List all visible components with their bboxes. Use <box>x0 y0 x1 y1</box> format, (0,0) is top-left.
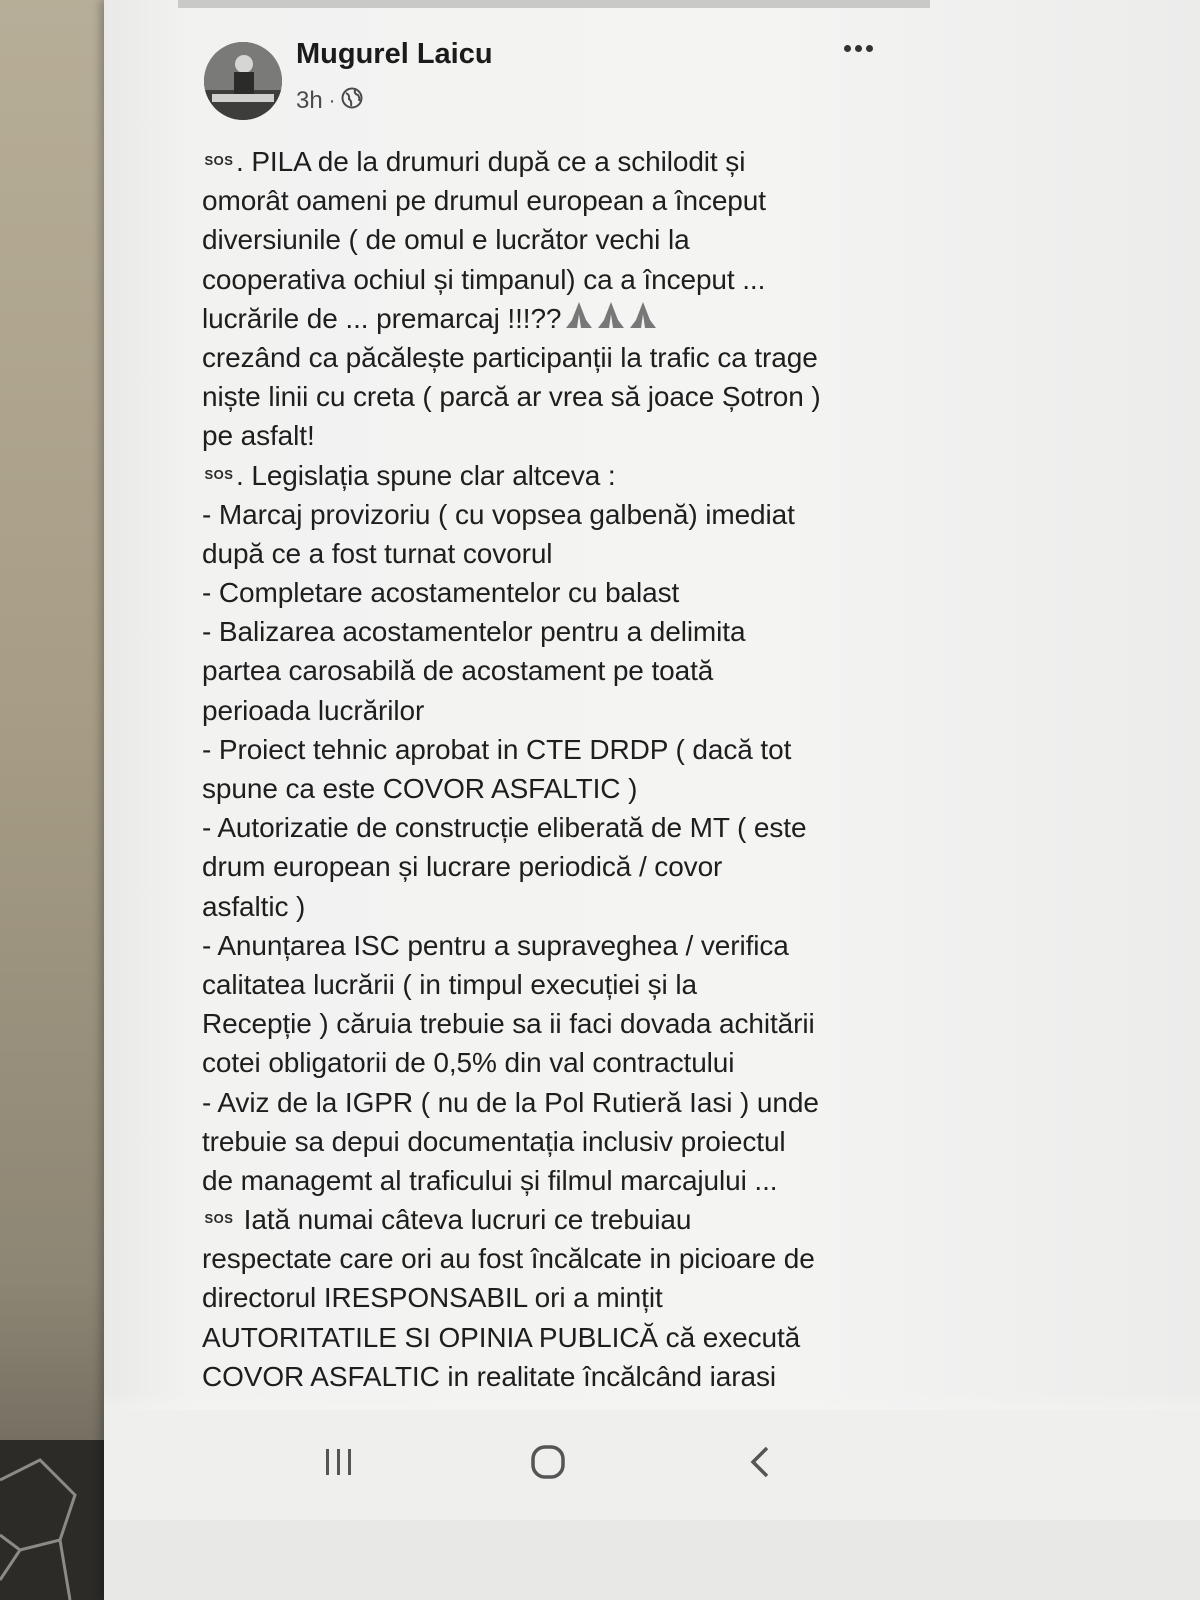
post-line <box>202 1239 932 1278</box>
author-name[interactable]: Mugurel Laicu <box>296 38 493 70</box>
post-line-text: pe asfalt! <box>202 420 315 452</box>
post-line-text: COVOR ASFALTIC in realitate încălcând iarasi <box>202 1360 776 1392</box>
home-icon[interactable] <box>504 1432 594 1492</box>
post-line-text: cooperativa ochiul și timpanul) ca a început ... <box>202 263 766 295</box>
paper-bottom <box>104 1520 1200 1600</box>
desk-background <box>0 0 110 1600</box>
android-navigation-bar <box>104 1410 1200 1520</box>
post-line-text: asfaltic ) <box>202 890 306 922</box>
floor-tile <box>0 1440 110 1600</box>
post-line <box>202 887 932 926</box>
post-line-text: spune ca este COVOR ASFALTIC ) <box>202 773 638 804</box>
post-line-text: partea carosabilă de acostament pe toată <box>202 655 714 687</box>
post-line <box>202 691 932 730</box>
post-line-text: Recepție ) căruia trebuie sa ii faci dovada achitării <box>202 1008 815 1040</box>
post-time[interactable]: 3h <box>296 87 323 114</box>
post-text <box>202 142 932 1396</box>
sos-icon: SOS <box>204 1211 234 1227</box>
post-line <box>202 808 932 847</box>
post-line <box>202 456 932 495</box>
post-meta <box>296 84 363 118</box>
post-line-text: - Autorizatie de construcție eliberată de MT ( este <box>202 812 807 844</box>
praying-hands-icon <box>563 300 659 340</box>
post-line-text: diversiunile ( de omul e lucrător vechi la <box>202 224 690 256</box>
post-line-text: respectate care ori au fost încălcate in picioare de <box>202 1243 815 1275</box>
post-line-text: cotei obligatorii de 0,5% din val contractului <box>202 1047 735 1079</box>
post-line <box>202 730 932 769</box>
printed-post <box>104 0 1200 1600</box>
post-line <box>202 534 932 573</box>
post-line-text: . Legislația spune clar altceva : <box>236 459 616 491</box>
post-line-text: de managemt al traficului și filmul marcajului ... <box>202 1164 778 1196</box>
post-line-text: lucrările de ... premarcaj !!!?? <box>202 302 562 334</box>
post-line <box>202 1043 932 1082</box>
post-line <box>202 299 932 338</box>
top-divider <box>178 0 930 8</box>
post-line-text: - Anunțarea ISC pentru a supraveghea / verifica <box>202 929 789 961</box>
post-line <box>202 1004 932 1043</box>
post-line-text: - Balizarea acostamentelor pentru a delimita <box>202 616 746 648</box>
post-line-text: Iată numai câteva lucruri ce trebuiau <box>236 1204 692 1236</box>
post-line-text: niște linii cu creta ( parcă ar vrea să joace Șotron ) <box>202 381 821 413</box>
post-line <box>202 1357 932 1396</box>
post-line-text: directorul IRESPONSABIL ori a mințit <box>202 1282 663 1314</box>
post-line <box>202 612 932 651</box>
post-line <box>202 416 932 455</box>
post-line <box>202 926 932 965</box>
post-line-text: după ce a fost turnat covorul <box>202 537 553 569</box>
post-line <box>202 1122 932 1161</box>
post-line <box>202 1318 932 1357</box>
post-line-text: perioada lucrărilor <box>202 694 425 726</box>
post-line <box>202 495 932 534</box>
post-line <box>202 142 932 181</box>
meta-separator: · <box>328 89 336 112</box>
post-line-text: calitatea lucrării ( in timpul execuției și la <box>202 968 697 1000</box>
post-line-text: drum european și lucrare periodică / covor <box>202 851 723 883</box>
post-line <box>202 651 932 690</box>
post-line <box>202 1161 932 1200</box>
post-line <box>202 338 932 377</box>
sos-icon: SOS <box>204 466 234 482</box>
globe-icon <box>341 87 363 116</box>
post-line <box>202 1200 932 1239</box>
post-line-text: - Aviz de la IGPR ( nu de la Pol Rutieră Iasi ) unde <box>202 1086 819 1118</box>
post-line <box>202 769 932 808</box>
post-line <box>202 260 932 299</box>
post-line-text: crezând ca păcălește participanții la trafic ca trage <box>202 341 818 373</box>
post-line <box>202 220 932 259</box>
sos-icon: SOS <box>204 153 234 168</box>
post-line <box>202 847 932 886</box>
back-icon[interactable] <box>716 1432 806 1492</box>
post-line-text: trebuie sa depui documentația inclusiv proiectul <box>202 1125 786 1157</box>
avatar[interactable] <box>204 42 282 120</box>
post-line-text: - Marcaj provizoriu ( cu vopsea galbenă) imediat <box>202 498 795 530</box>
post-line-text: . PILA de la drumuri după ce a schilodit și <box>236 146 746 177</box>
post-line-text: - Completare acostamentelor cu balast <box>202 577 680 609</box>
post-line <box>202 181 932 220</box>
recent-apps-icon[interactable] <box>294 1432 384 1492</box>
post-line <box>202 965 932 1004</box>
post-line <box>202 1083 932 1122</box>
post-line-text: - Proiect tehnic aprobat in CTE DRDP ( dacă tot <box>202 733 792 765</box>
post-line <box>202 1278 932 1317</box>
post-line-text: omorât oameni pe drumul european a început <box>202 185 766 217</box>
more-options-icon[interactable] <box>834 28 882 68</box>
post-line-text: AUTORITATILE SI OPINIA PUBLICĂ că execută <box>202 1321 801 1353</box>
post-line <box>202 573 932 612</box>
post-line <box>202 377 932 416</box>
